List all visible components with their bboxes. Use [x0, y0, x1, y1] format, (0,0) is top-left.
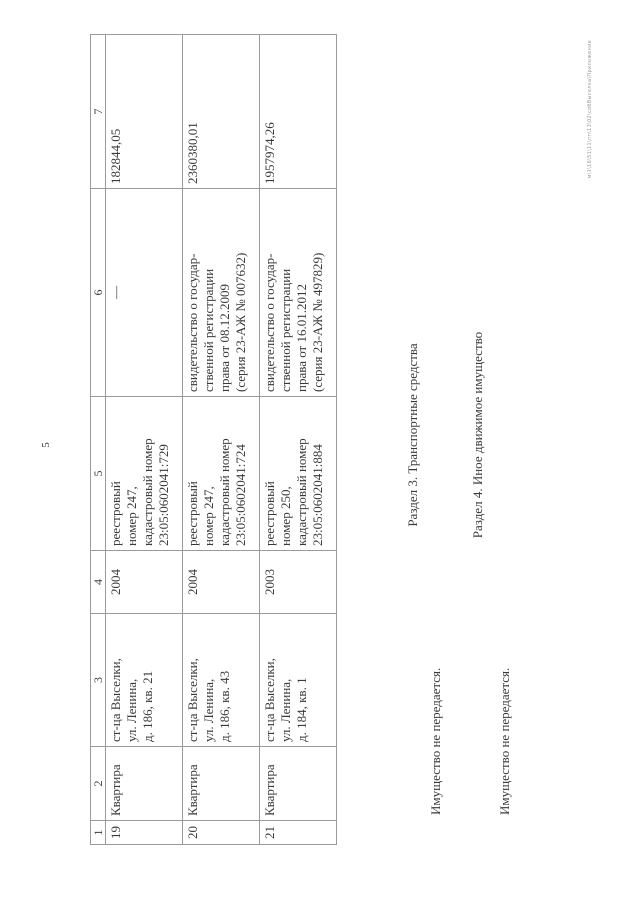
document-line: ственной регистрации: [201, 268, 216, 392]
column-number: 1: [91, 821, 106, 845]
document-line: (серия 23-АЖ № 007632): [233, 252, 248, 392]
section-4-title: Раздел 4. Иное движимое имущество: [470, 331, 485, 539]
row-number: 19: [106, 821, 183, 845]
column-number: 5: [91, 397, 106, 551]
column-number: 6: [91, 189, 106, 397]
registry-line: реестровый: [108, 481, 123, 546]
registry-line: номер 247,: [124, 486, 139, 546]
registration-document: [260, 189, 337, 397]
property-table: [90, 34, 337, 845]
property-registry: [183, 397, 260, 551]
table-row: [106, 35, 183, 845]
table-row: [183, 35, 260, 845]
property-type: Квартира: [183, 747, 260, 821]
property-year: 2003: [260, 551, 337, 614]
property-value: 2360380,01: [183, 35, 260, 189]
registry-line: номер 247,: [201, 486, 216, 546]
registry-line: реестровый: [262, 481, 277, 546]
row-number: 21: [260, 821, 337, 845]
document-line: —: [108, 286, 123, 299]
column-number: 4: [91, 551, 106, 614]
column-number: 7: [91, 35, 106, 189]
property-type: Квартира: [260, 747, 337, 821]
address-line: д. 184, кв. 1: [294, 677, 309, 742]
registration-document: [183, 189, 260, 397]
section-4-note: Имущество не передается.: [497, 667, 512, 815]
property-year: 2004: [183, 551, 260, 614]
address-line: ул. Ленина,: [124, 678, 139, 742]
address-line: ул. Ленина,: [201, 678, 216, 742]
property-value: 1957974,26: [260, 35, 337, 189]
table-row: [260, 35, 337, 845]
registry-line: 23:05:0602041:724: [233, 444, 248, 546]
property-address: [183, 614, 260, 747]
property-year: 2004: [106, 551, 183, 614]
document-line: права от 16.01.2012: [294, 284, 309, 392]
section-3-title: Раздел 3. Транспортные средства: [405, 343, 420, 527]
property-address: [260, 614, 337, 747]
property-address: [106, 614, 183, 747]
address-line: ст-ца Выселки,: [108, 658, 123, 742]
property-registry: [260, 397, 337, 551]
document-line: (серия 23-АЖ № 497829): [310, 252, 325, 392]
registry-line: 23:05:0602041:884: [310, 444, 325, 546]
property-value: 182844,05: [106, 35, 183, 189]
table-header-row: [91, 35, 106, 845]
registry-line: 23:05:0602041:729: [156, 444, 171, 546]
section-3-note: Имущество не передается.: [428, 667, 443, 815]
registry-line: кадастровый номер: [217, 438, 232, 546]
column-number: 2: [91, 747, 106, 821]
registry-line: кадастровый номер: [294, 438, 309, 546]
registration-document: [106, 189, 183, 397]
file-path-stamp: м\1\16\51\11\пп\13\02\собВыселка\Приложение: [587, 40, 593, 179]
address-line: ул. Ленина,: [278, 678, 293, 742]
registry-line: кадастровый номер: [140, 438, 155, 546]
document-line: права от 08.12.2009: [217, 284, 232, 392]
property-registry: [106, 397, 183, 551]
document-line: свидетельство о государ-: [262, 253, 277, 392]
address-line: ст-ца Выселки,: [262, 658, 277, 742]
registry-line: реестровый: [185, 481, 200, 546]
address-line: д. 186, кв. 43: [217, 670, 232, 742]
property-type: Квартира: [106, 747, 183, 821]
document-line: ственной регистрации: [278, 268, 293, 392]
address-line: ст-ца Выселки,: [185, 658, 200, 742]
address-line: д. 186, кв. 21: [140, 670, 155, 742]
row-number: 20: [183, 821, 260, 845]
document-line: свидетельство о государ-: [185, 253, 200, 392]
registry-line: номер 250,: [278, 486, 293, 546]
column-number: 3: [91, 614, 106, 747]
page-number: 5: [40, 442, 52, 448]
